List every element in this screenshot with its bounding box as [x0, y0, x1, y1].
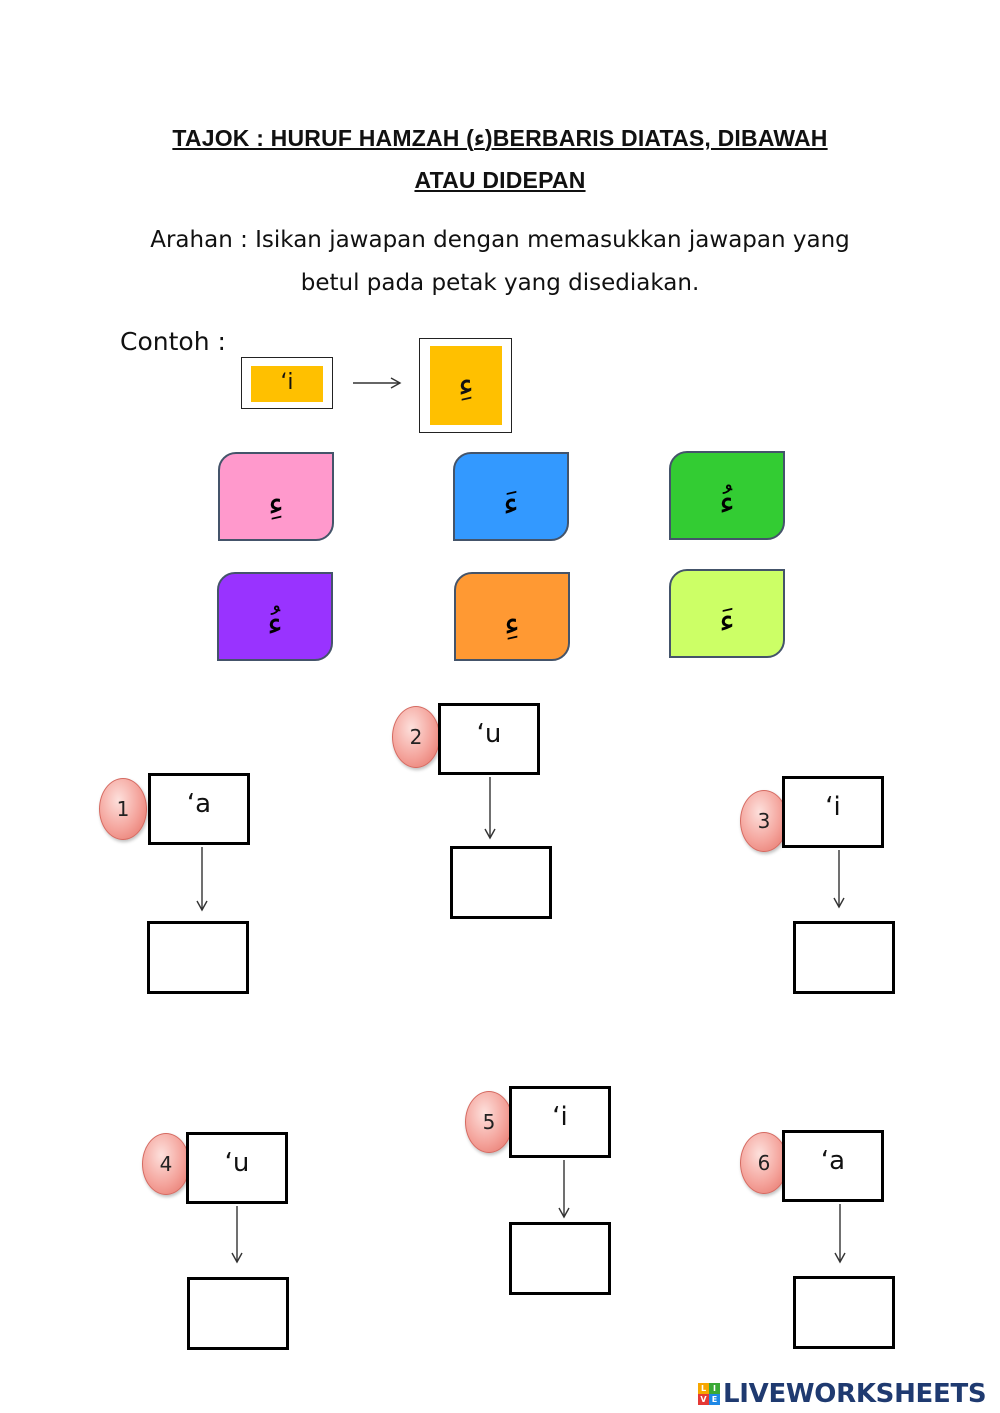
example-question-text: ‘i	[251, 366, 323, 402]
page-title: TAJOK : HURUF HAMZAH (ء)BERBARIS DIATAS, DIBAWAH	[172, 125, 828, 151]
instructions-line2: betul pada petak yang disediakan.	[300, 270, 700, 296]
question-number-5: 5	[465, 1091, 513, 1153]
page-title-line2: ATAU DIDEPAN	[414, 167, 586, 193]
question-number-2: 2	[392, 706, 440, 768]
question-box-2: ‘u	[438, 703, 540, 775]
question-number-3: 3	[740, 790, 788, 852]
question-box-4: ‘u	[186, 1132, 288, 1204]
instructions-line1: Arahan : Isikan jawapan dengan memasukkan jawapan yang	[150, 227, 850, 253]
answer-drop-box-1[interactable]	[147, 921, 249, 994]
answer-drop-box-5[interactable]	[509, 1222, 611, 1295]
liveworksheets-logo[interactable]	[698, 1378, 986, 1410]
answer-drop-box-2[interactable]	[450, 846, 552, 919]
liveworksheets-logo-icon	[698, 1383, 720, 1405]
logo-letter-e: E	[709, 1394, 720, 1405]
question-box-5: ‘i	[509, 1086, 611, 1158]
answer-drop-box-3[interactable]	[793, 921, 895, 994]
question-number-4: 4	[142, 1133, 190, 1195]
logo-letter-l: L	[698, 1383, 709, 1394]
example-label: Contoh :	[120, 327, 226, 356]
answer-drop-box-4[interactable]	[187, 1277, 289, 1350]
logo-letter-i: I	[709, 1383, 720, 1394]
question-box-3: ‘i	[782, 776, 884, 848]
question-box-1: ‘a	[148, 773, 250, 845]
answer-card-glyph: ءُ	[719, 483, 735, 523]
question-number-1: 1	[99, 778, 147, 840]
answer-drop-box-6[interactable]	[793, 1276, 895, 1349]
answer-card-glyph: ءِ	[268, 484, 284, 524]
question-number-6: 6	[740, 1132, 788, 1194]
answer-card-glyph: ءَ	[503, 484, 519, 524]
logo-letter-v: V	[698, 1394, 709, 1405]
answer-card-glyph: ءَ	[719, 601, 735, 641]
answer-card-glyph: ءُ	[267, 604, 283, 644]
question-box-6: ‘a	[782, 1130, 884, 1202]
answer-card-glyph: ءِ	[504, 604, 520, 644]
example-answer-glyph: ءِ	[430, 346, 502, 425]
brand-name: LIVEWORKSHEETS	[723, 1379, 987, 1409]
